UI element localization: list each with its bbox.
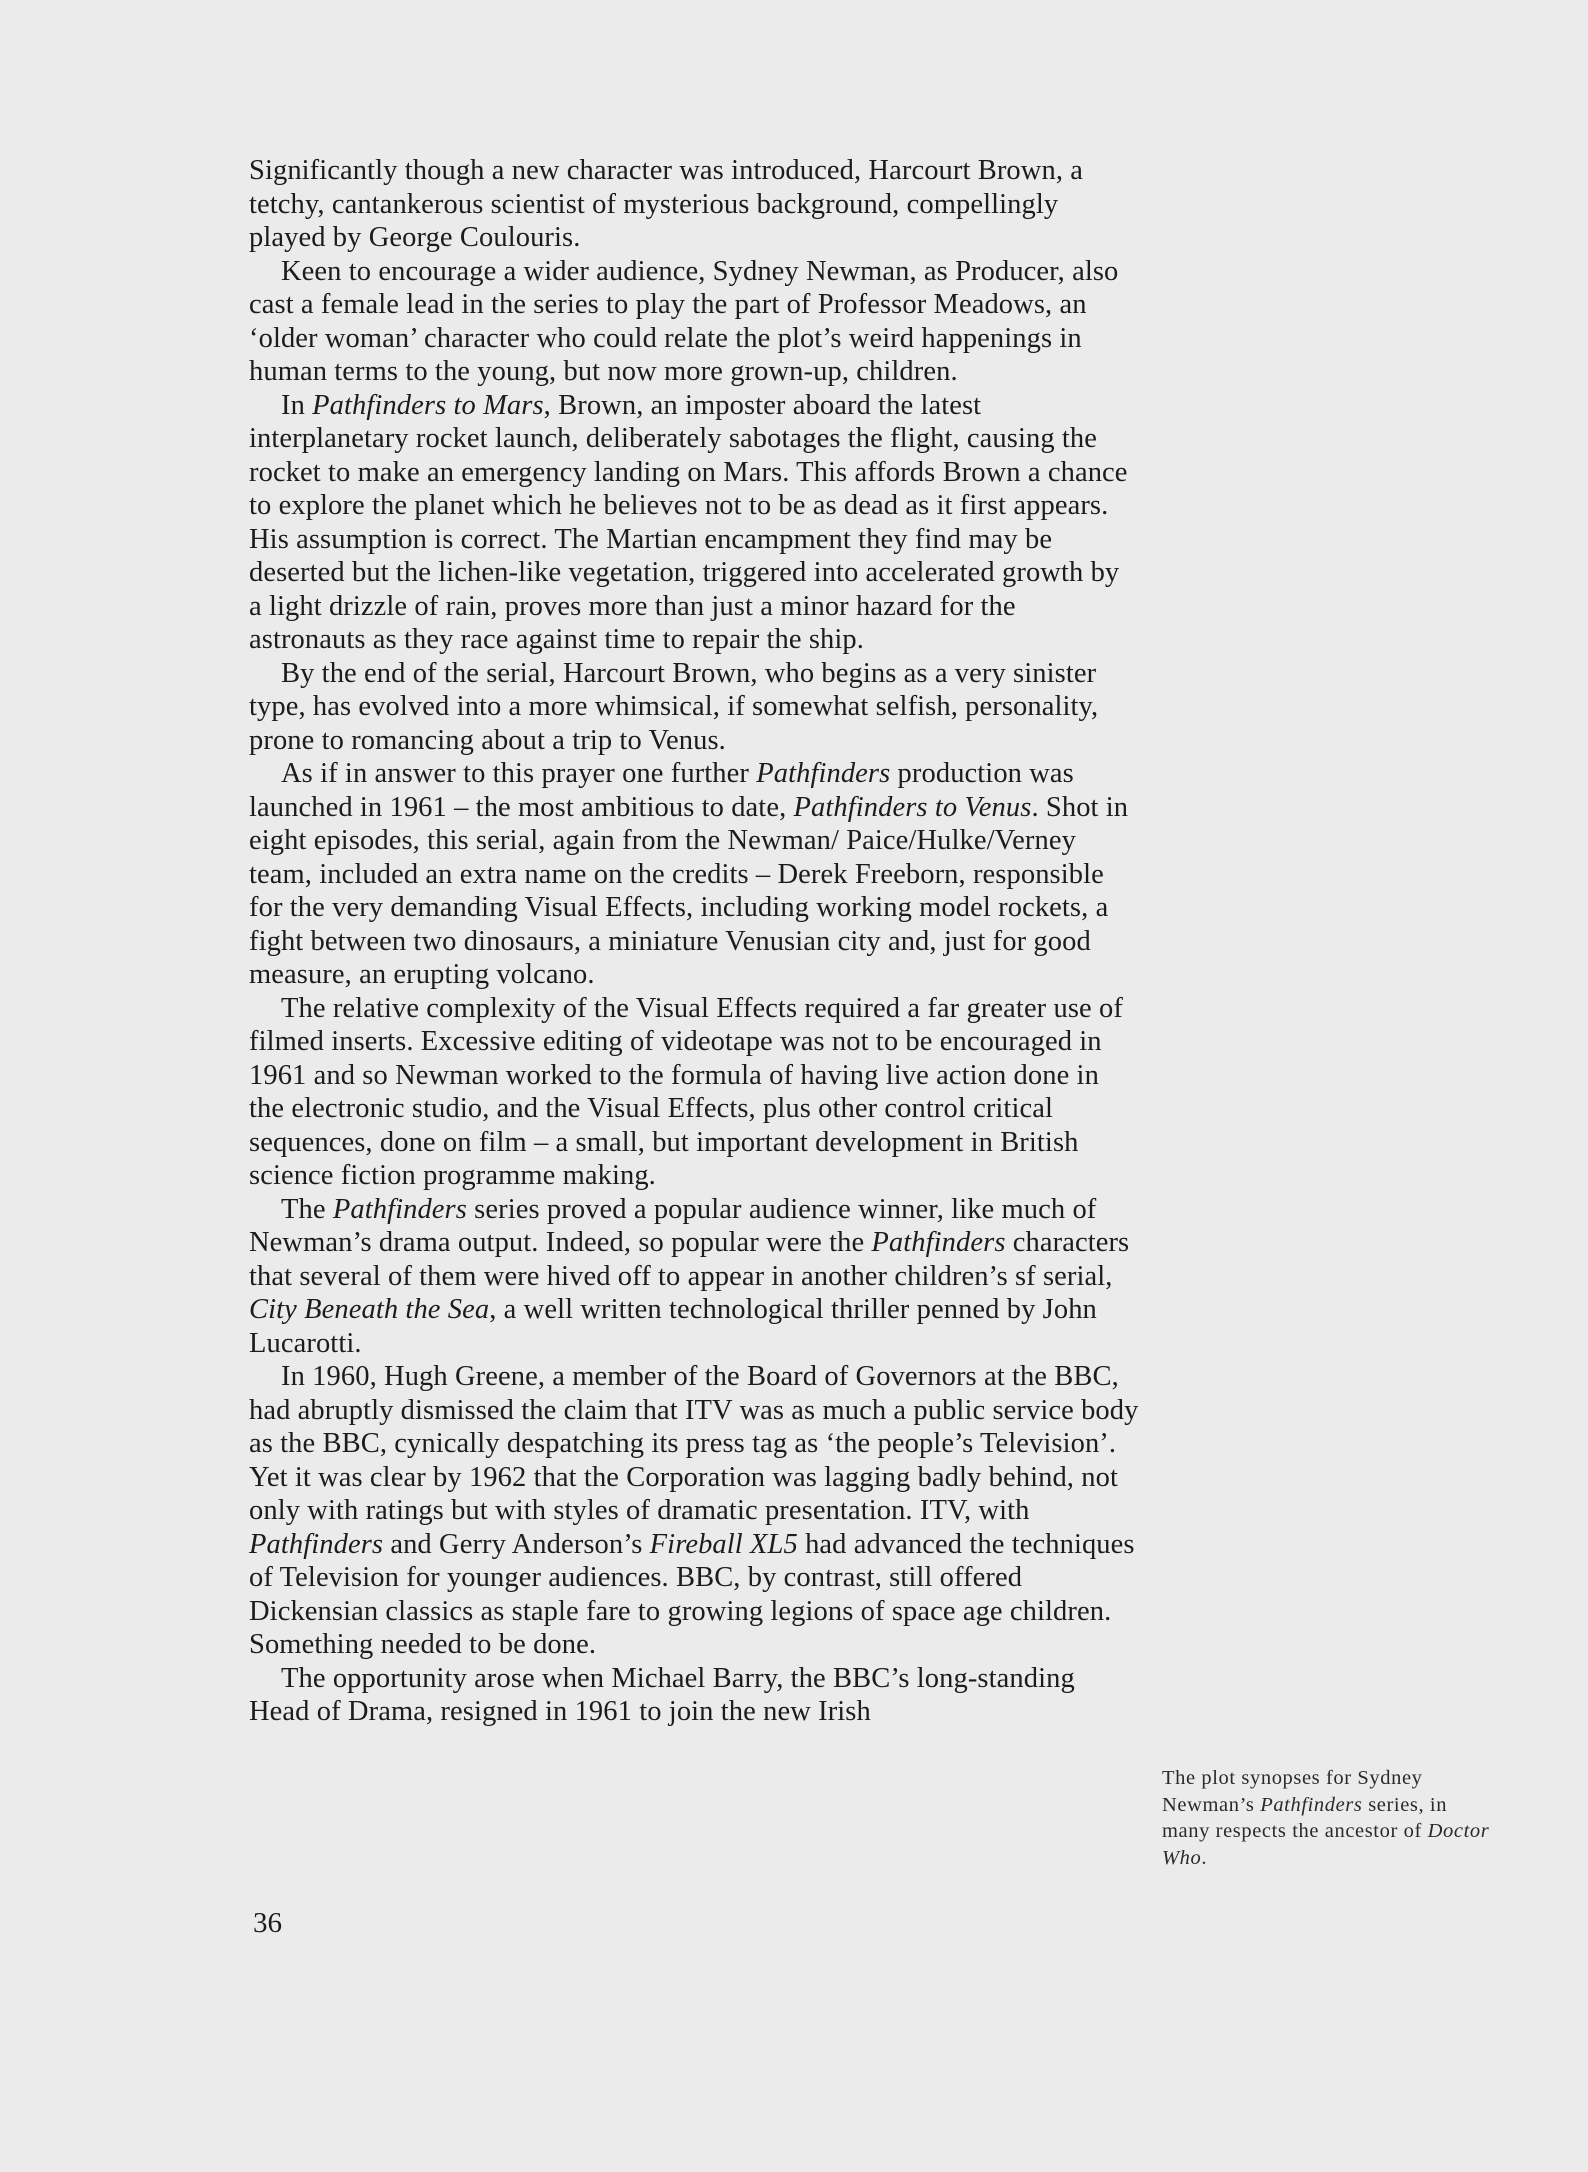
paragraph-8 [249, 1360, 1139, 1662]
title-pathfinders-to-venus: Pathfinders to Venus [793, 791, 1032, 823]
paragraph-2-text: Keen to encourage a wider audience, Sydney Newman, as Producer, also cast a female lead in the series to play the part of Professor Meadows, an ‘older woman’ character who could relate the plot’s weird happenings in human terms to the young, but now more grown-up, children. [249, 255, 1119, 387]
paragraph-2 [249, 255, 1139, 389]
paragraph-7-text: The [281, 1193, 333, 1225]
paragraph-7-text-cont: series proved a popular audience winner, like much of Newman’s drama output. Indeed, so popular were the [249, 1193, 1097, 1258]
paragraph-4 [249, 657, 1139, 758]
paragraph-8-text: In 1960, Hugh Greene, a member of the Board of Governors at the BBC, had abruptly dismissed the claim that ITV was as much a public service body as the BBC, cynically despatching its press tag as ‘the people’s Television’. Yet it was clear by 1962 that the Corporation was lagging badly behind, not only with ratings but with styles of dramatic presentation. ITV, with [249, 1361, 1139, 1526]
paragraph-3-text-cont: , Brown, an imposter aboard the latest interplanetary rocket launch, deliberately sabotages the flight, causing the rocket to make an emergency landing on Mars. This affords Brown a chance to explore the planet which he believes not to be as dead as it first appears. His assumption is correct. The Martian encampment they find may be deserted but the lichen-like vegetation, triggered into accelerated growth by a light drizzle of rain, proves more than just a minor hazard for the astronauts as they race against time to repair the ship. [249, 389, 1128, 655]
caption-title-doctor-who: Doctor Who [1162, 1820, 1490, 1869]
paragraph-8-text-cont: and Gerry Anderson’s [383, 1528, 650, 1560]
caption-text: The plot synopses for Sydney Newman’s [1162, 1767, 1423, 1816]
paragraph-8-text-end: had advanced the techniques of Television for younger audiences. BBC, by contrast, still offered Dickensian classics as staple fare to growing legions of space age children. Something needed to be done. [249, 1528, 1135, 1660]
side-caption [1162, 1765, 1492, 1871]
title-pathfinders: Pathfinders [249, 1528, 384, 1560]
paragraph-1 [249, 154, 1139, 255]
paragraph-6-text: The relative complexity of the Visual Effects required a far greater use of filmed inserts. Excessive editing of videotape was not to be encouraged in 1961 and so Newman worked to the formula of having live action done in the electronic studio, and the Visual Effects, plus other control critical sequences, done on film – a small, but important development in British science fiction programme making. [249, 992, 1123, 1191]
caption-title-pathfinders: Pathfinders [1260, 1793, 1363, 1816]
paragraph-7-text-cont2: characters that several of them were hived off to appear in another children’s sf serial, [249, 1227, 1130, 1292]
paragraph-7-text-end: , a well written technological thriller penned by John Lucarotti. [249, 1294, 1097, 1359]
paragraph-3 [249, 389, 1139, 657]
paragraph-5 [249, 757, 1139, 992]
paragraph-9-text: The opportunity arose when Michael Barry, the BBC’s long-standing Head of Drama, resigned in 1961 to join the new Irish [249, 1662, 1075, 1727]
paragraph-7 [249, 1193, 1139, 1361]
paragraph-3-text: In [281, 389, 313, 421]
title-fireball-xl5: Fireball XL5 [649, 1528, 798, 1560]
paragraph-5-text-end: . Shot in eight episodes, this serial, again from the Newman/ Paice/Hulke/Verney team, included an extra name on the credits – Derek Freeborn, responsible for the very demanding Visual Effects, including working model rockets, a fight between two dinosaurs, a miniature Venusian city and, just for good measure, an erupting volcano. [249, 791, 1129, 990]
caption-text-end: . [1201, 1846, 1208, 1869]
page-number: 36 [253, 1907, 282, 1939]
paragraph-6 [249, 992, 1139, 1193]
title-pathfinders: Pathfinders [756, 758, 891, 789]
title-pathfinders: Pathfinders [332, 1193, 467, 1225]
main-text-column [249, 154, 1139, 1729]
paragraph-5-text: As if in answer to this prayer one further [281, 758, 757, 789]
caption-text-cont: series, in many respects the ancestor of [1162, 1793, 1448, 1842]
title-pathfinders: Pathfinders [871, 1227, 1006, 1258]
paragraph-9 [249, 1662, 1139, 1729]
title-city-beneath-the-sea: City Beneath the Sea [249, 1294, 490, 1325]
paragraph-1-text: Significantly though a new character was introduced, Harcourt Brown, a tetchy, cantankerous scientist of mysterious background, compellingly played by George Coulouris. [249, 155, 1084, 253]
title-pathfinders-to-mars: Pathfinders to Mars [312, 389, 544, 421]
paragraph-4-text: By the end of the serial, Harcourt Brown, who begins as a very sinister type, has evolved into a more whimsical, if somewhat selfish, personality, prone to romancing about a trip to Venus. [249, 657, 1099, 756]
paragraph-5-text-cont: production was launched in 1961 – the most ambitious to date, [249, 758, 1074, 823]
